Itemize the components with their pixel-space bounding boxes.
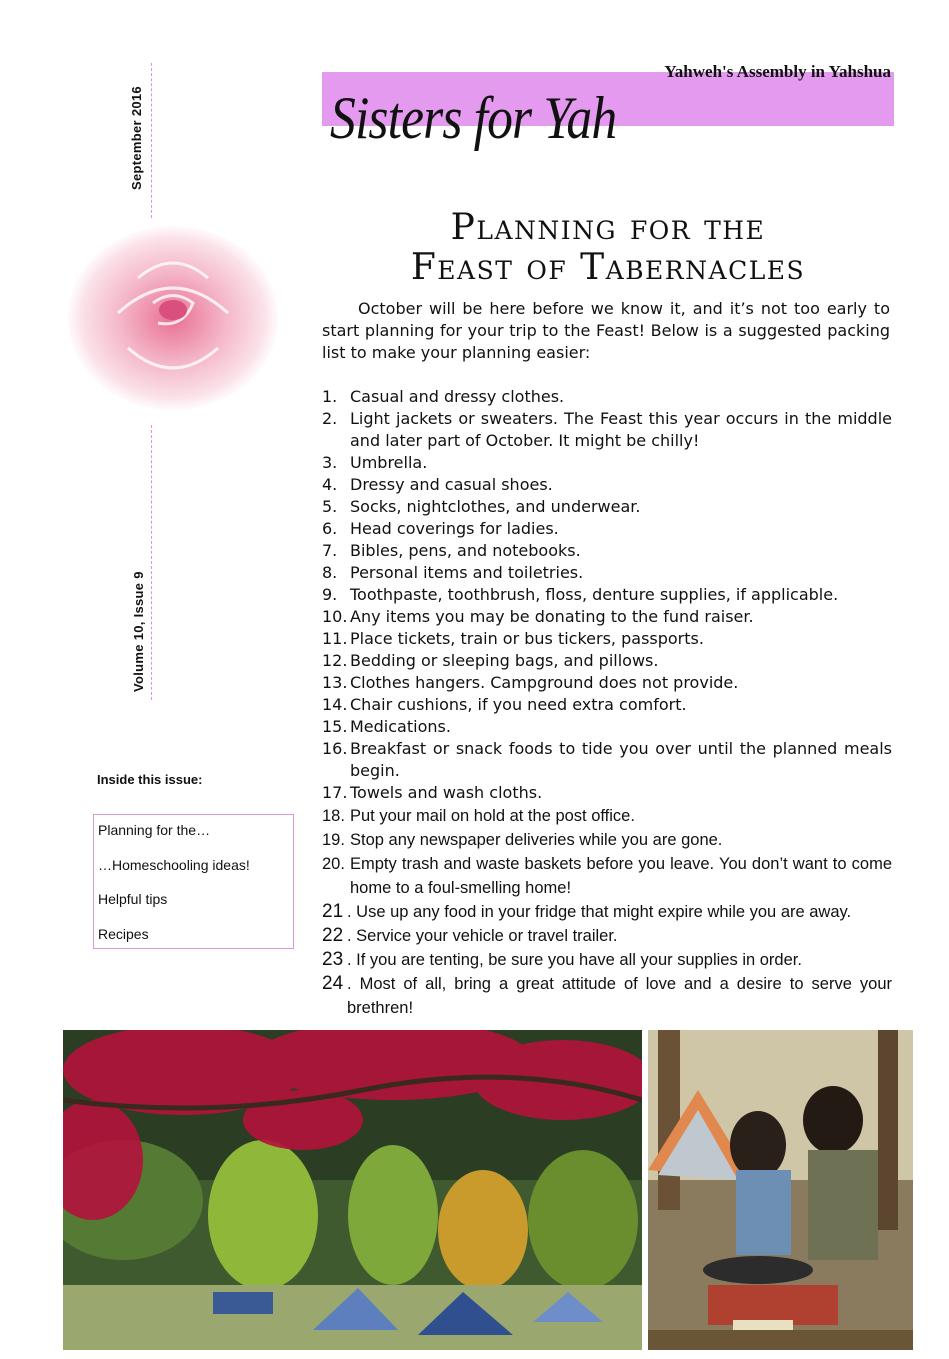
toc-item[interactable]: Planning for the… — [98, 822, 211, 838]
list-item — [322, 738, 892, 782]
list-item — [322, 408, 892, 452]
organization-name: Yahweh's Assembly in Yahshua — [664, 62, 891, 81]
item-text: Empty trash and waste baskets before you leave. You don’t want to come home to a foul-smelling home! — [350, 855, 892, 897]
list-item — [322, 496, 892, 518]
headline-line-1: Planning for the — [450, 207, 766, 248]
item-text: Put your mail on hold at the post office. — [350, 807, 635, 825]
sidebar-divider-top — [151, 63, 152, 218]
list-item — [322, 924, 892, 948]
item-text: Clothes hangers. Campground does not provide. — [350, 673, 739, 692]
campground-illustration — [63, 1030, 642, 1350]
list-item — [322, 518, 892, 540]
list-item — [322, 716, 892, 738]
headline-line-2: Feast of Tabernacles — [410, 247, 806, 288]
issue-date: September 2016 — [129, 86, 144, 190]
camping-cooking-photo — [648, 1030, 913, 1350]
toc-item[interactable]: Recipes — [98, 925, 149, 942]
item-number: 23 — [322, 949, 344, 970]
list-item — [322, 584, 892, 606]
list-item — [322, 694, 892, 716]
item-number: 4. — [322, 475, 338, 494]
item-number: 14. — [322, 695, 348, 714]
list-item — [322, 474, 892, 496]
table-of-contents — [93, 814, 294, 949]
item-number: 19. — [322, 831, 345, 849]
item-number: 24 — [322, 973, 344, 994]
item-text: Umbrella. — [350, 453, 428, 472]
item-number: 15. — [322, 717, 348, 736]
item-number: 18. — [322, 807, 345, 825]
item-text: . Service your vehicle or travel trailer. — [347, 927, 618, 945]
item-number: 6. — [322, 519, 338, 538]
article-intro: October will be here before we know it, and it’s not too early to start planning for your trip to the Feast! Below is a suggested packing list to make your planning easier: — [322, 299, 890, 362]
list-item — [322, 828, 892, 852]
item-number: 22 — [322, 925, 344, 946]
toc-item[interactable]: …Homeschooling ideas! — [98, 856, 250, 873]
list-item — [322, 672, 892, 694]
list-item — [322, 852, 892, 900]
list-item — [322, 948, 892, 972]
campground-photo — [63, 1030, 642, 1350]
item-number: 17. — [322, 783, 348, 802]
list-item — [322, 628, 892, 650]
item-text: Dressy and casual shoes. — [350, 475, 553, 494]
item-number: 8. — [322, 563, 338, 582]
newsletter-title: Sisters for Yah — [330, 85, 617, 151]
item-number: 16. — [322, 739, 348, 758]
list-item — [322, 900, 892, 924]
item-text: Socks, nightclothes, and underwear. — [350, 497, 641, 516]
item-number: 21 — [322, 901, 344, 922]
volume-issue: Volume 10, Issue 9 — [131, 571, 146, 692]
item-number: 5. — [322, 497, 338, 516]
item-number: 13. — [322, 673, 348, 692]
item-text: Breakfast or snack foods to tide you over until the planned meals begin. — [350, 739, 892, 780]
item-text: Chair cushions, if you need extra comfort. — [350, 695, 687, 714]
item-text: Stop any newspaper deliveries while you are gone. — [350, 831, 723, 849]
list-item — [322, 804, 892, 828]
item-text: Personal items and toiletries. — [350, 563, 584, 582]
sidebar-divider-middle — [151, 425, 152, 700]
item-number: 12. — [322, 651, 348, 670]
item-text: . If you are tenting, be sure you have all your supplies in order. — [347, 951, 802, 969]
item-text: Any items you may be donating to the fund raiser. — [350, 607, 754, 626]
inside-issue-label: Inside this issue: — [97, 772, 203, 787]
item-number: 10. — [322, 607, 348, 626]
item-number: 20. — [322, 855, 345, 873]
item-text: Light jackets or sweaters. The Feast this year occurs in the middle and later part of October. It might be chilly! — [350, 409, 892, 450]
list-item — [322, 540, 892, 562]
list-item — [322, 386, 892, 408]
item-text: Toothpaste, toothbrush, floss, denture supplies, if applicable. — [350, 585, 839, 604]
item-text: Medications. — [350, 717, 451, 736]
item-text: . Most of all, bring a great attitude of love and a desire to serve your brethren! — [347, 975, 892, 1017]
item-text: Casual and dressy clothes. — [350, 387, 565, 406]
packing-list — [322, 386, 892, 1020]
list-item — [322, 972, 892, 1020]
list-item — [322, 782, 892, 804]
item-number: 9. — [322, 585, 338, 604]
rose-image — [58, 218, 283, 423]
item-text: Towels and wash cloths. — [350, 783, 543, 802]
list-item — [322, 562, 892, 584]
item-number: 11. — [322, 629, 348, 648]
item-text: Head coverings for ladies. — [350, 519, 559, 538]
item-text: Bedding or sleeping bags, and pillows. — [350, 651, 659, 670]
list-item — [322, 606, 892, 628]
item-number: 2. — [322, 409, 338, 428]
item-number: 3. — [322, 453, 338, 472]
item-text: Place tickets, train or bus tickers, passports. — [350, 629, 704, 648]
item-number: 7. — [322, 541, 338, 560]
item-text: Bibles, pens, and notebooks. — [350, 541, 581, 560]
toc-item[interactable]: Helpful tips — [98, 891, 168, 907]
cooking-illustration — [648, 1030, 913, 1350]
item-number: 1. — [322, 387, 338, 406]
item-text: . Use up any food in your fridge that might expire while you are away. — [347, 903, 852, 921]
article-headline — [322, 208, 894, 288]
list-item — [322, 650, 892, 672]
list-item — [322, 452, 892, 474]
